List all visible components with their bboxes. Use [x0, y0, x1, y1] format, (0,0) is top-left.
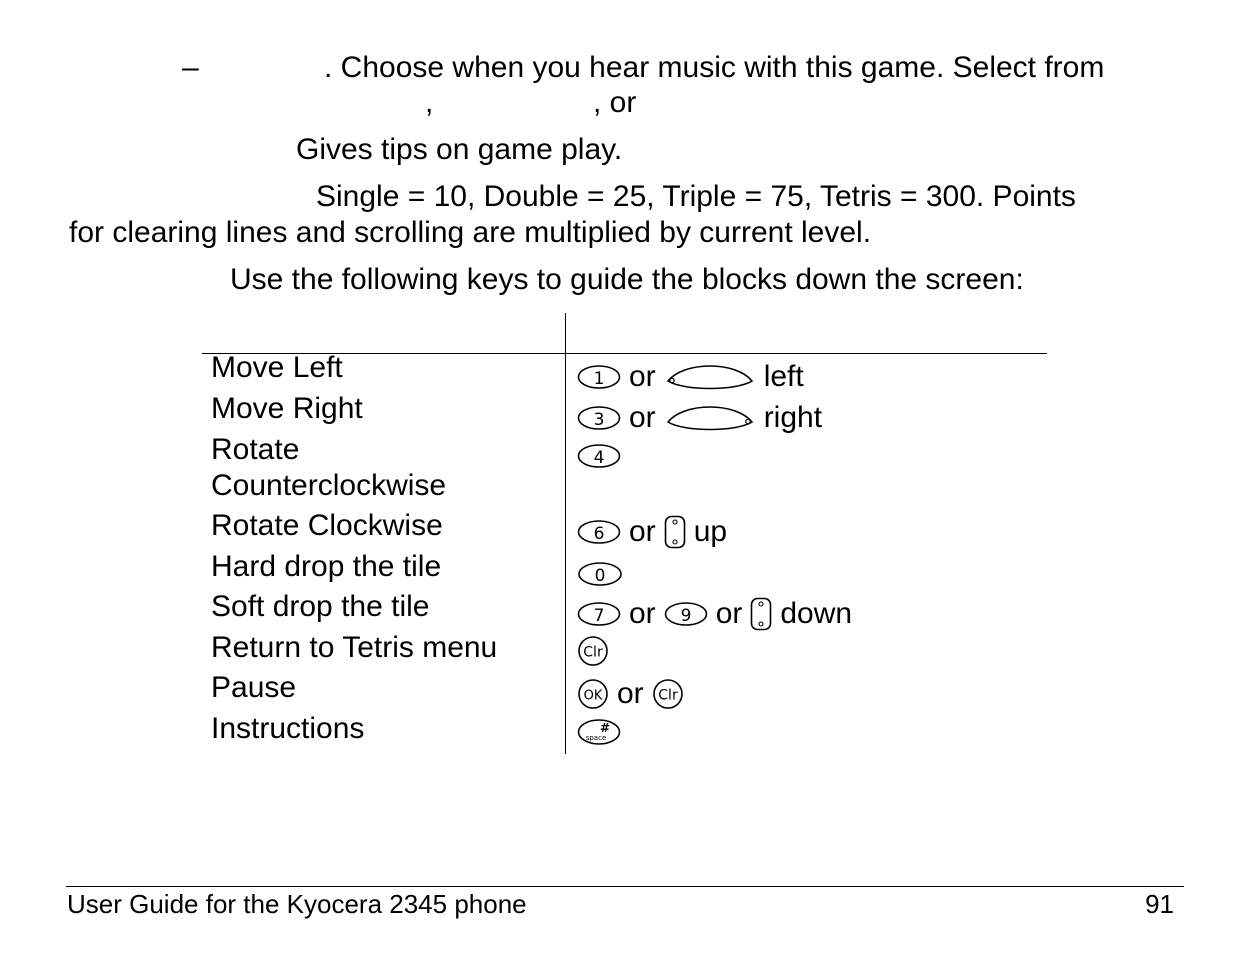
table-row-action-rotate-ccw-line2: Counterclockwise: [211, 469, 447, 502]
footer-guide-title: User Guide for the Kyocera 2345 phone: [67, 889, 527, 919]
table-row-keys-move-right: 3 or right: [577, 402, 830, 434]
key-7-icon: [577, 601, 621, 627]
table-row-keys-soft-drop: 7 or 9 or down: [577, 598, 860, 630]
svg-text:OK: OK: [583, 688, 603, 704]
svg-text:0: 0: [594, 566, 606, 586]
table-row-action-pause: Pause: [211, 671, 297, 704]
table-row-keys-return-menu: [577, 635, 609, 667]
clr-key-icon: [577, 636, 609, 666]
table-row-action-move-left: Move Left: [211, 351, 343, 384]
table-row-action-instructions: Instructions: [211, 712, 365, 745]
table-row-action-rotate-cw: Rotate Clockwise: [211, 509, 443, 542]
svg-text:4: 4: [593, 448, 605, 468]
tips-description: Gives tips on game play.: [296, 133, 623, 166]
nav-key-right-icon: [664, 405, 756, 431]
key-9-icon: [664, 601, 708, 627]
table-row-action-soft-drop: Soft drop the tile: [211, 590, 430, 623]
table-row-keys-rotate-cw: 6 or up: [577, 516, 735, 548]
svg-text:Clr: Clr: [657, 687, 678, 704]
table-row-keys-rotate-ccw: [577, 440, 621, 472]
svg-text:Clr: Clr: [583, 644, 603, 661]
table-row-action-hard-drop: Hard drop the tile: [211, 550, 442, 583]
table-row-keys-hard-drop: [577, 558, 623, 590]
table-column-divider: [565, 313, 566, 754]
footer-rule: [66, 886, 1184, 887]
nav-key-left-icon: [664, 364, 756, 390]
svg-text:#: #: [599, 721, 611, 735]
key-3-icon: [577, 405, 621, 431]
nav-key-up-icon: [664, 515, 686, 549]
key-4-icon: [577, 443, 621, 469]
clr-key-icon: [652, 679, 684, 709]
page-number: 91: [1145, 889, 1174, 919]
controls-description: Use the following keys to guide the blocks down the screen:: [230, 263, 1024, 296]
scoring-line-2: for clearing lines and scrolling are multiplied by current level.: [69, 216, 872, 249]
table-row-action-return-menu: Return to Tetris menu: [211, 631, 498, 664]
music-option-comma: ,: [425, 86, 434, 119]
svg-text:7: 7: [593, 606, 605, 626]
table-row-keys-instructions: [577, 716, 621, 748]
space-pound-key-icon: [577, 718, 621, 746]
music-option-or: , or: [593, 86, 637, 119]
table-row-action-rotate-ccw-line1: Rotate: [211, 433, 300, 466]
table-row-keys-pause: OK or Clr: [577, 678, 684, 710]
nav-key-down-icon: [750, 597, 772, 631]
svg-text:3: 3: [593, 410, 605, 430]
scoring-line-1: Single = 10, Double = 25, Triple = 75, Tetris = 300. Points: [316, 180, 1076, 213]
music-dash: –: [182, 51, 199, 84]
table-row-keys-move-left: 1 or left: [577, 361, 812, 393]
table-row-action-move-right: Move Right: [211, 392, 363, 425]
svg-text:6: 6: [593, 524, 605, 544]
key-0-icon: [577, 561, 623, 587]
ok-key-icon: [577, 679, 609, 709]
music-description: . Choose when you hear music with this game. Select from: [324, 51, 1105, 84]
svg-text:9: 9: [680, 606, 692, 626]
key-1-icon: [577, 364, 621, 390]
key-6-icon: [577, 519, 621, 545]
svg-text:space: space: [585, 734, 607, 742]
svg-text:1: 1: [593, 369, 605, 389]
